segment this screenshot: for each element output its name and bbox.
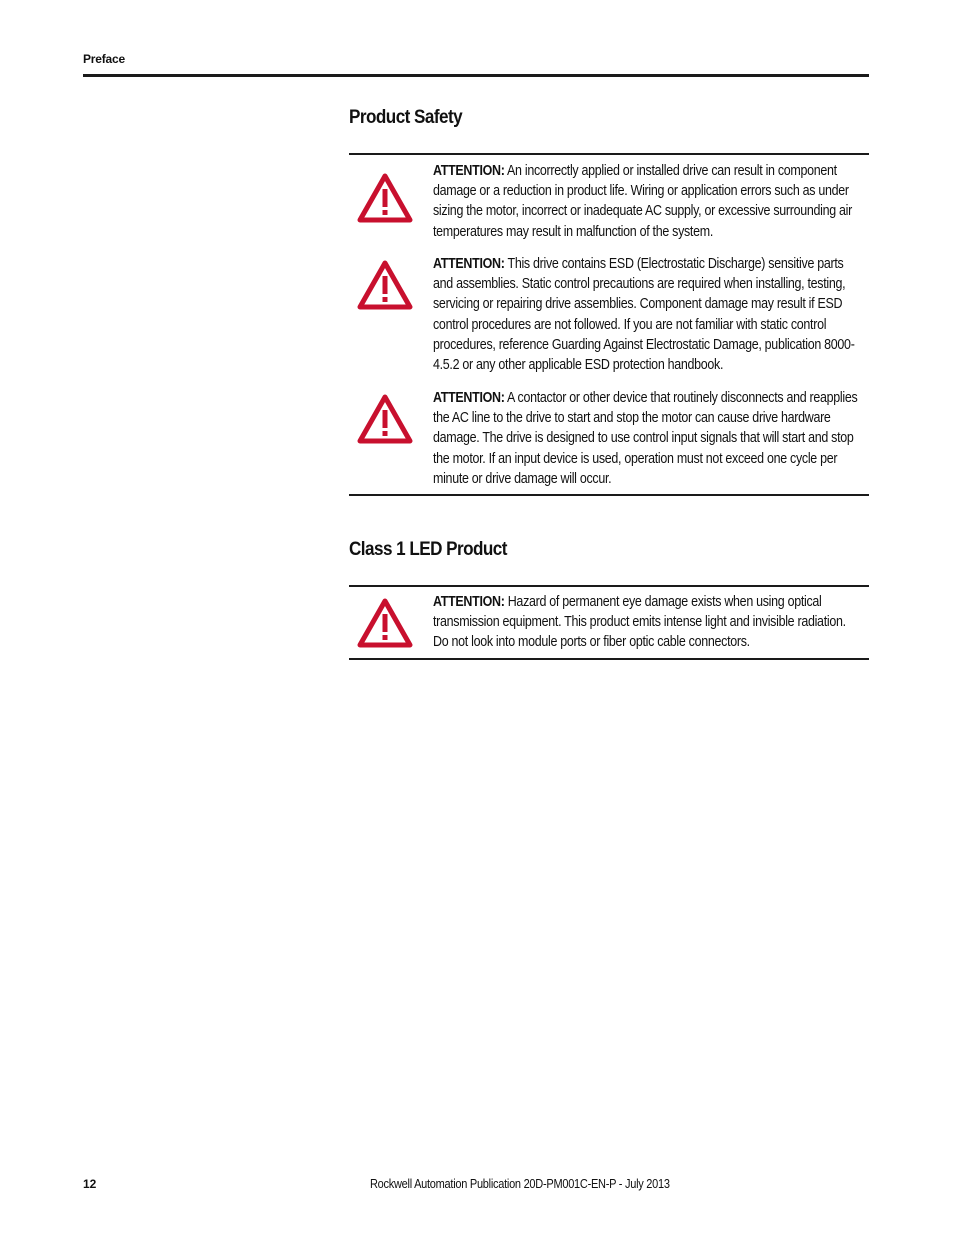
- attention-item: [349, 161, 933, 242]
- attention-text: A contactor or other device that routinely disconnects and reapplies the AC line to the drive to start and stop the motor can cause drive hardware damage. The drive is designed to use control input signals that will start and stop the motor. If an input device is used, operation must not exceed one cycle per minute or drive damage will occur.: [433, 390, 858, 487]
- section-title-product-safety: Product Safety: [349, 107, 463, 128]
- attention-box-class1-led: [349, 585, 869, 660]
- warning-triangle-icon: [357, 260, 413, 310]
- header-rule: [83, 74, 869, 77]
- attention-item: [349, 592, 933, 653]
- attention-label: ATTENTION:: [433, 256, 505, 272]
- section-title-class1-led: Class 1 LED Product: [349, 539, 507, 560]
- attention-text: This drive contains ESD (Electrostatic Discharge) sensitive parts and assemblies. Static control precautions are required when installing, testing, servicing or repairing drive assemblies. Component damage may result if ESD control procedures are not followed. If you are not familiar with static control procedures, reference Guarding Against Electrostatic Damage, publication 8000-4.5.2 or any other applicable ESD protection handbook.: [433, 256, 855, 374]
- footer-publication: Rockwell Automation Publication 20D-PM001C-EN-P - July 2013: [370, 1177, 670, 1191]
- attention-text: An incorrectly applied or installed drive can result in component damage or a reduction in product life. Wiring or application errors such as under sizing the motor, incorrect or inadequate AC supply, or excessive surrounding air temperatures may result in malfunction of the system.: [433, 163, 852, 240]
- warning-triangle-icon: [357, 598, 413, 648]
- warning-triangle-icon: [357, 173, 413, 223]
- page-header-label: Preface: [83, 52, 125, 66]
- attention-text: Hazard of permanent eye damage exists when using optical transmission equipment. This product emits intense light and invisible radiation. Do not look into module ports or fiber optic cable connectors.: [433, 594, 846, 651]
- attention-box-product-safety: [349, 153, 869, 496]
- attention-item: [349, 254, 933, 375]
- attention-item: [349, 388, 933, 489]
- attention-label: ATTENTION:: [433, 594, 505, 610]
- warning-triangle-icon: [357, 394, 413, 444]
- footer-page-number: 12: [83, 1177, 97, 1191]
- attention-label: ATTENTION:: [433, 390, 505, 406]
- attention-label: ATTENTION:: [433, 163, 505, 179]
